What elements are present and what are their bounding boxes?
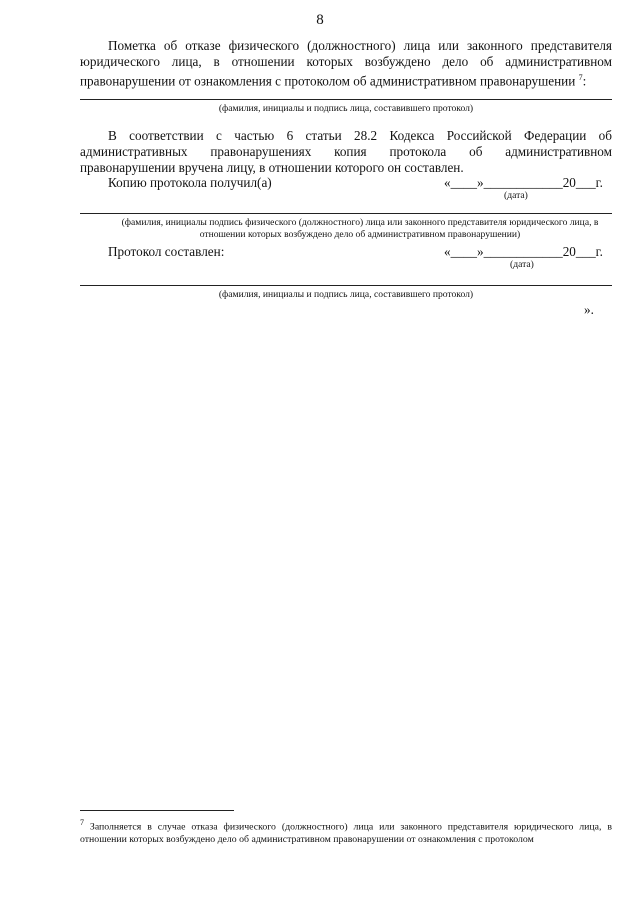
footnote-separator <box>80 810 234 811</box>
copy-delivered-paragraph: В соответствии с частью 6 статьи 28.2 Кодекса Российской Федерации об административных правонарушениях копия протокола об административном правонарушении вручена лицу, в отношении которого он составлен. <box>80 128 612 175</box>
copy-received-date-field: «____»____________20___г. <box>444 175 603 190</box>
page-number: 8 <box>316 12 324 28</box>
footnote-mark: 7 <box>80 818 84 827</box>
footnote <box>80 816 612 846</box>
caption-person: (фамилия, инициалы подпись физического (должностного) лица или законного представителя юридического лица, в отношении которых возбуждено дело об административном правонарушении) <box>121 217 599 240</box>
copy-received-label: Копию протокола получил(а) <box>108 175 272 190</box>
closing-mark: ». <box>584 302 594 317</box>
protocol-made-label: Протокол составлен: <box>108 244 225 259</box>
signature-line-person <box>80 213 612 214</box>
refusal-note-trail: : <box>582 73 587 89</box>
caption-compiler-1: (фамилия, инициалы и подпись лица, составившего протокол) <box>218 103 474 114</box>
caption-compiler-2: (фамилия, инициалы и подпись лица, составившего протокол) <box>218 289 474 300</box>
refusal-note-paragraph <box>80 38 612 89</box>
signature-line-compiler-1 <box>80 99 612 100</box>
protocol-made-date-caption: (дата) <box>510 259 534 270</box>
footnote-reference: 7 <box>578 73 583 82</box>
copy-received-date-caption: (дата) <box>504 190 528 201</box>
refusal-note-text: Пометка об отказе физического (должностного) лица или законного представителя юридического лица, в отношении которых возбуждено дело об административном правонарушении от ознакомления с протоколом об административном правонарушении <box>80 38 612 89</box>
signature-line-compiler-2 <box>80 285 612 286</box>
protocol-made-date-field: «____»____________20___г. <box>444 244 603 259</box>
footnote-text: Заполняется в случае отказа физического (должностного) лица или законного представителя юридического лица, в отношении которых возбуждено дело об административном правонарушении от ознакомления с протоколом <box>80 821 612 846</box>
